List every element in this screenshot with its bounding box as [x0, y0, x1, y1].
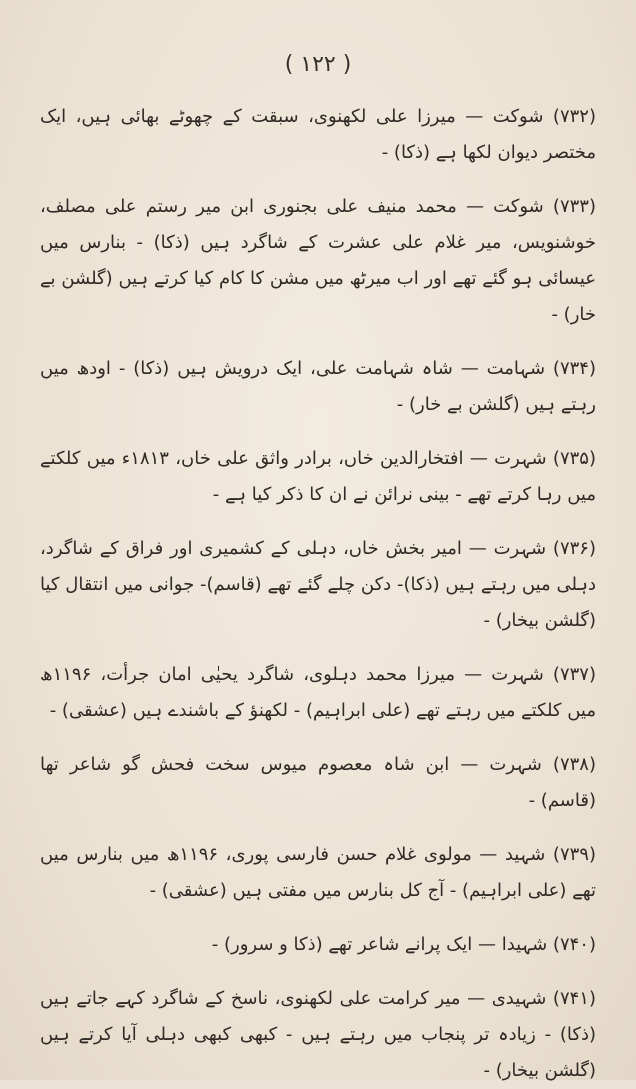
entry-736: (۷۳۶) شہرت — امیر بخش خاں، دہلی کے کشمیری اور فراق کے شاگرد، دہلی میں رہتے ہیں (ذکا)- دکن چلے گئے تھے (قاسم)- جوانی میں انتقال کیا (گلشن بیخار) -: [40, 538, 596, 631]
entry-735: (۷۳۵) شہرت — افتخارالدین خاں، برادر واثق علی خاں، ۱۸۱۳ء میں کلکتے میں رہا کرتے تھے - بینی نرائن نے ان کا ذکر کیا ہے -: [40, 448, 596, 505]
entries-list: [40, 99, 596, 1089]
entry-741: (۷۴۱) شہیدی — میر کرامت علی لکھنوی، ناسخ کے شاگرد کہے جاتے ہیں (ذکا) - زیادہ تر پنجاب میں رہتے ہیں - کبھی کبھی دہلی آیا کرتے ہیں (گلشن بیخار) -: [40, 988, 596, 1081]
entry-733: (۷۳۳) شوکت — محمد منیف علی بجنوری ابن میر رستم علی مصلف، خوشنویس، میر غلام علی عشرت کے شاگرد ہیں (ذکا) - بنارس میں عیسائی ہو گئے تھے اور اب میرٹھ میں مشن کا کام کیا کرتے ہیں (گلشن بے خار) -: [40, 196, 596, 325]
entry-732: (۷۳۲) شوکت — میرزا علی لکھنوی، سبقت کے چھوٹے بھائی ہیں، ایک مختصر دیوان لکھا ہے (ذکا) -: [40, 106, 596, 163]
entry-739: (۷۳۹) شہید — مولوی غلام حسن فارسی پوری، ۱۱۹۶ھ میں بنارس میں تھے (علی ابراہیم) - آج کل بنارس میں مفتی ہیں (عشقی) -: [40, 844, 596, 901]
entry-734: (۷۳۴) شہامت — شاہ شہامت علی، ایک درویش ہیں (ذکا) - اودھ میں رہتے ہیں (گلشن بے خار) -: [40, 358, 596, 415]
entry-738: (۷۳۸) شہرت — ابن شاہ معصوم میوس سخت فحش گو شاعر تھا (قاسم) -: [40, 754, 596, 811]
page-number: ( ۱۲۲ ): [284, 52, 352, 77]
entry-740: (۷۴۰) شہیدا — ایک پرانے شاعر تھے (ذکا و سرور) -: [211, 934, 596, 955]
entry-737: (۷۳۷) شہرت — میرزا محمد دہلوی، شاگرد یحیٰی امان جرأت، ۱۱۹۶ھ میں کلکتے میں رہتے تھے (علی ابراہیم) - لکھنؤ کے باشندے ہیں (عشقی) -: [40, 664, 596, 721]
